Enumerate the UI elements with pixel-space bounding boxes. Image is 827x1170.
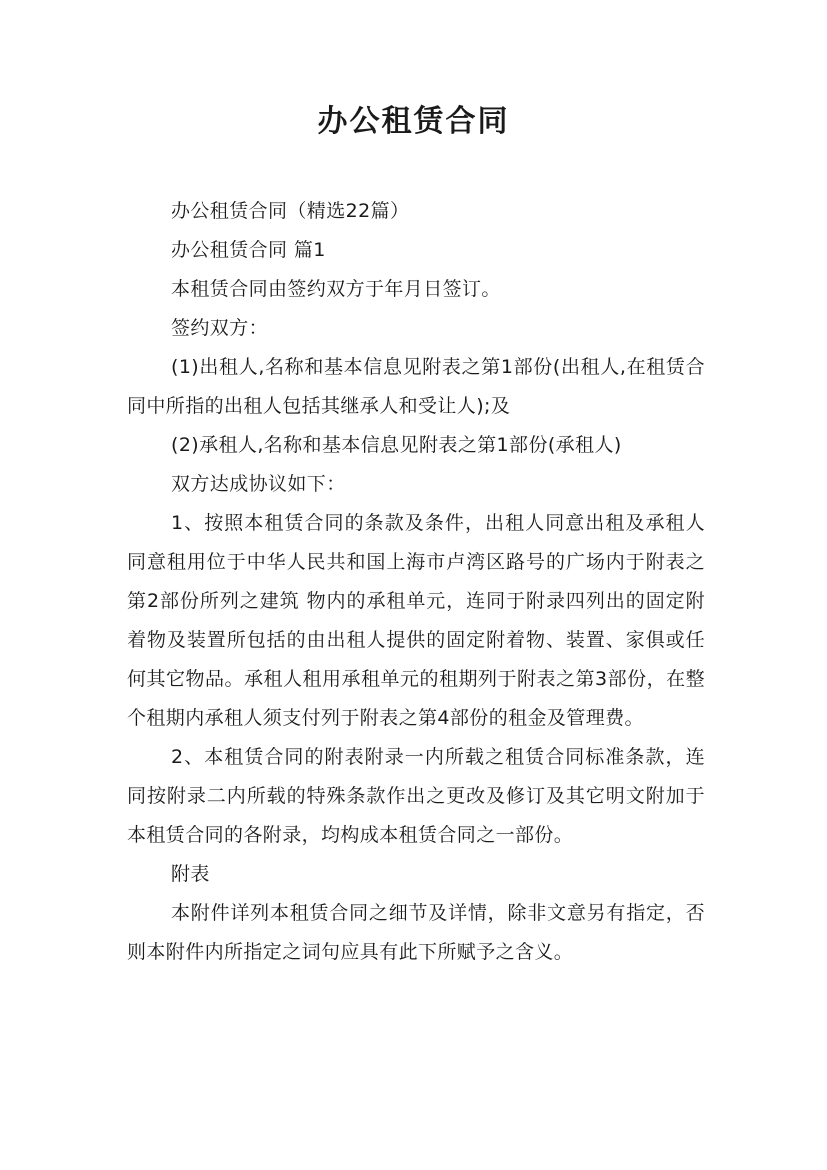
paragraph-agreement-heading: 双方达成协议如下： bbox=[171, 473, 346, 495]
paragraph-schedule-intro: 本附件详列本租赁合同之细节及详情，除非文意另有指定，否则本附件内所指定之词句应具有此下所赋予之含义。 bbox=[127, 902, 705, 963]
paragraph-clause-1: 1、按照本租赁合同的条款及条件，出租人同意出租及承租人同意租用位于中华人民共和国上海市卢湾区路号的广场内于附表之第2部份所列之建筑 物内的承租单元，连同于附录四列出的固定附着物及装置所包括的由出租人提供的固定附着物、装置、家俱或任何其它物品。承租人租用承租单元的租期列于附表之第3部份，在整个租期内承租人须支付列于附表之第4部份的租金及管理费。 bbox=[127, 512, 705, 729]
document-title: 办公租赁合同 bbox=[317, 104, 510, 139]
paragraph-parties-heading: 签约双方： bbox=[171, 317, 269, 339]
paragraph-lessor: (1)出租人,名称和基本信息见附表之第1部份(出租人,在租赁合同中所指的出租人包括其继承人和受让人);及 bbox=[127, 356, 705, 417]
paragraph-intro: 本租赁合同由签约双方于年月日签订。 bbox=[171, 278, 501, 300]
paragraph-section-heading: 办公租赁合同 篇1 bbox=[171, 239, 326, 261]
document-body bbox=[127, 192, 705, 972]
paragraph-clause-2: 2、本租赁合同的附表附录一内所载之租赁合同标准条款，连同按附录二内所载的特殊条款作出之更改及修订及其它明文附加于本租赁合同的各附录，均构成本租赁合同之一部份。 bbox=[127, 746, 705, 846]
paragraph-schedule-heading: 附表 bbox=[171, 863, 210, 885]
paragraph-subtitle: 办公租赁合同（精选22篇） bbox=[171, 200, 410, 222]
paragraph-lessee: (2)承租人,名称和基本信息见附表之第1部份(承租人) bbox=[171, 434, 622, 456]
